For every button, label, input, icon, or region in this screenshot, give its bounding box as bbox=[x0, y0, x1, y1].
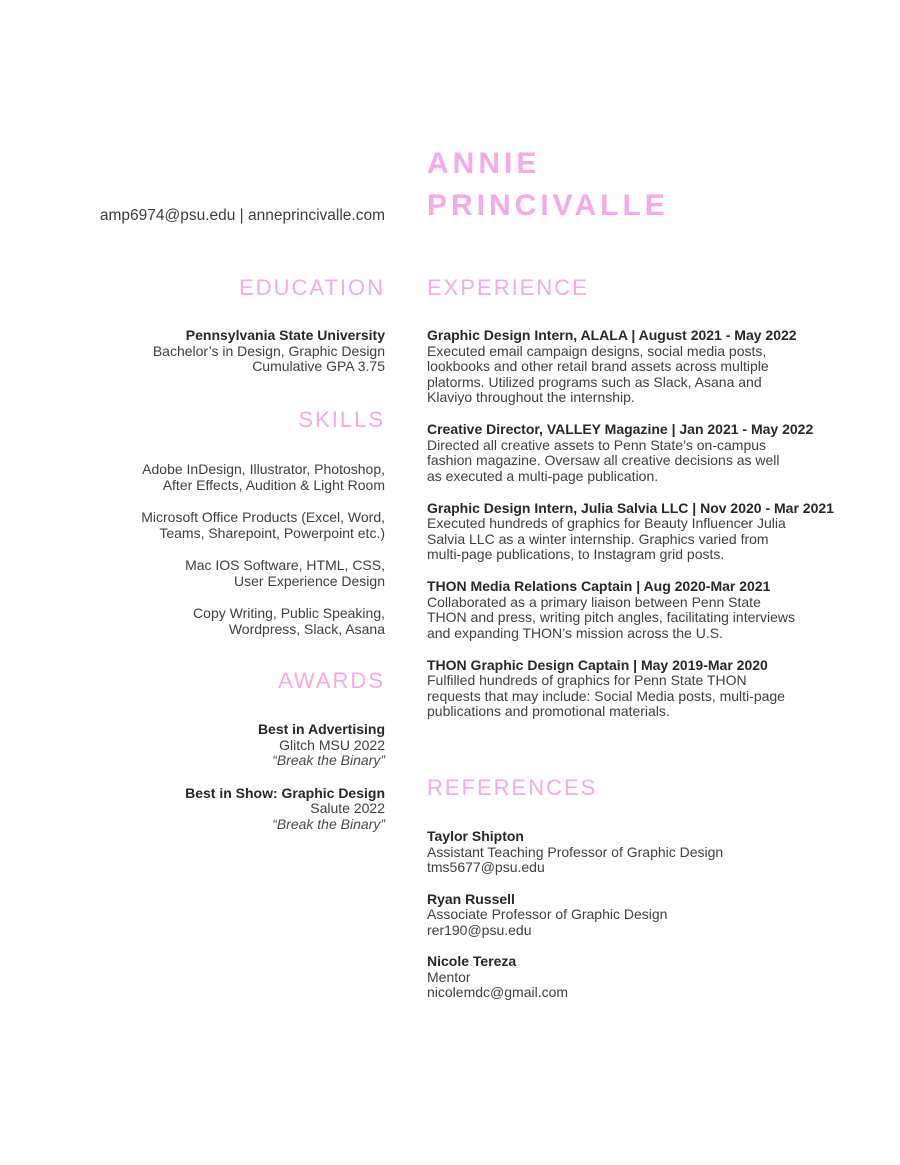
reference-email: rer190@psu.edu bbox=[427, 921, 532, 938]
job-title: THON Graphic Design Captain | May 2019-Mar 2020 bbox=[427, 656, 768, 673]
reference-email: tms5677@psu.edu bbox=[427, 859, 545, 875]
reference-name: Nicole Tereza bbox=[427, 953, 517, 969]
awards-heading: AWARDS bbox=[278, 668, 385, 693]
job-desc-line: Klaviyo throughout the internship. bbox=[427, 389, 635, 405]
references-section bbox=[427, 829, 872, 1017]
reference-email: nicolemdc@gmail.com bbox=[427, 984, 569, 1000]
reference-name: Ryan Russell bbox=[427, 890, 515, 907]
job-title: Graphic Design Intern, Julia Salvia LLC | Nov 2020 - Mar 2021 bbox=[427, 499, 834, 516]
skill-group bbox=[40, 510, 385, 541]
skill-line: Microsoft Office Products (Excel, Word, bbox=[141, 509, 385, 525]
job-desc-line: Directed all creative assets to Penn State’s on-campus bbox=[427, 436, 767, 453]
job-title: THON Media Relations Captain | Aug 2020-Mar 2021 bbox=[427, 578, 771, 594]
reference-item bbox=[427, 954, 872, 1001]
education-gpa: Cumulative GPA 3.75 bbox=[252, 358, 385, 374]
job-title: Graphic Design Intern, ALALA | August 2021 - May 2022 bbox=[427, 327, 797, 343]
experience-item bbox=[427, 328, 872, 406]
job-desc-line: fashion magazine. Oversaw all creative decisions as well bbox=[427, 452, 780, 468]
job-desc-line: and expanding THON’s mission across the U.S. bbox=[427, 624, 723, 641]
award-event: Glitch MSU 2022 bbox=[279, 736, 385, 753]
skills-heading: SKILLS bbox=[298, 407, 385, 432]
name-line-1: ANNIE bbox=[427, 147, 541, 180]
education-heading: EDUCATION bbox=[239, 275, 385, 300]
person-name bbox=[427, 143, 872, 227]
job-desc-line: publications and promotional materials. bbox=[427, 703, 670, 719]
skill-group bbox=[40, 558, 385, 589]
reference-role: Mentor bbox=[427, 968, 471, 985]
skill-line: User Experience Design bbox=[234, 572, 385, 589]
experience-item bbox=[427, 422, 872, 484]
experience-heading: EXPERIENCE bbox=[427, 275, 589, 300]
skill-group bbox=[40, 462, 385, 493]
reference-role: Associate Professor of Graphic Design bbox=[427, 906, 668, 922]
job-title: Creative Director, VALLEY Magazine | Jan 2021 - May 2022 bbox=[427, 421, 814, 437]
job-desc-line: multi-page publications, to Instagram grid posts. bbox=[427, 546, 725, 562]
job-desc-line: platorms. Utilized programs such as Slack, Asana and bbox=[427, 373, 762, 390]
experience-section bbox=[427, 328, 872, 736]
education-section bbox=[40, 328, 385, 375]
skill-line: Mac IOS Software, HTML, CSS, bbox=[185, 557, 385, 573]
reference-name: Taylor Shipton bbox=[427, 828, 524, 844]
reference-item bbox=[427, 892, 872, 939]
reference-role: Assistant Teaching Professor of Graphic Design bbox=[427, 843, 724, 860]
award-title: Best in Show: Graphic Design bbox=[185, 784, 385, 801]
skill-line: Teams, Sharepoint, Powerpoint etc.) bbox=[159, 524, 385, 541]
experience-item bbox=[427, 658, 872, 720]
job-desc-line: Fulfilled hundreds of graphics for Penn State THON bbox=[427, 672, 747, 688]
skill-line: After Effects, Audition & Light Room bbox=[162, 476, 385, 493]
award-item bbox=[40, 722, 385, 769]
experience-item bbox=[427, 579, 872, 641]
award-item bbox=[40, 786, 385, 833]
award-project: “Break the Binary” bbox=[272, 815, 385, 832]
job-desc-line: as executed a multi-page publication. bbox=[427, 467, 659, 484]
awards-section bbox=[40, 722, 385, 849]
skills-section bbox=[40, 462, 385, 654]
job-desc-line: lookbooks and other retail brand assets across multiple bbox=[427, 358, 769, 374]
reference-item bbox=[427, 829, 872, 876]
education-degree: Bachelor’s in Design, Graphic Design bbox=[152, 342, 385, 359]
references-heading: REFERENCES bbox=[427, 775, 598, 800]
skill-line: Copy Writing, Public Speaking, bbox=[193, 605, 385, 621]
contact-info: amp6974@psu.edu | anneprincivalle.com bbox=[99, 207, 385, 224]
education-school: Pennsylvania State University bbox=[185, 327, 385, 343]
name-line-2: PRINCIVALLE bbox=[427, 189, 669, 222]
award-project: “Break the Binary” bbox=[272, 752, 385, 768]
award-title: Best in Advertising bbox=[257, 721, 385, 737]
job-desc-line: THON and press, writing pitch angles, facilitating interviews bbox=[427, 609, 796, 625]
job-desc-line: Executed hundreds of graphics for Beauty Influencer Julia bbox=[427, 515, 786, 531]
job-desc-line: Salvia LLC as a winter internship. Graphics varied from bbox=[427, 530, 769, 547]
skill-line: Adobe InDesign, Illustrator, Photoshop, bbox=[142, 461, 385, 477]
skill-group bbox=[40, 606, 385, 637]
award-event: Salute 2022 bbox=[310, 800, 385, 816]
skill-line: Wordpress, Slack, Asana bbox=[228, 620, 385, 637]
experience-item bbox=[427, 501, 872, 563]
job-desc-line: Executed email campaign designs, social media posts, bbox=[427, 342, 767, 359]
job-desc-line: Collaborated as a primary liaison between Penn State bbox=[427, 593, 761, 610]
job-desc-line: requests that may include: Social Media posts, multi-page bbox=[427, 687, 785, 704]
